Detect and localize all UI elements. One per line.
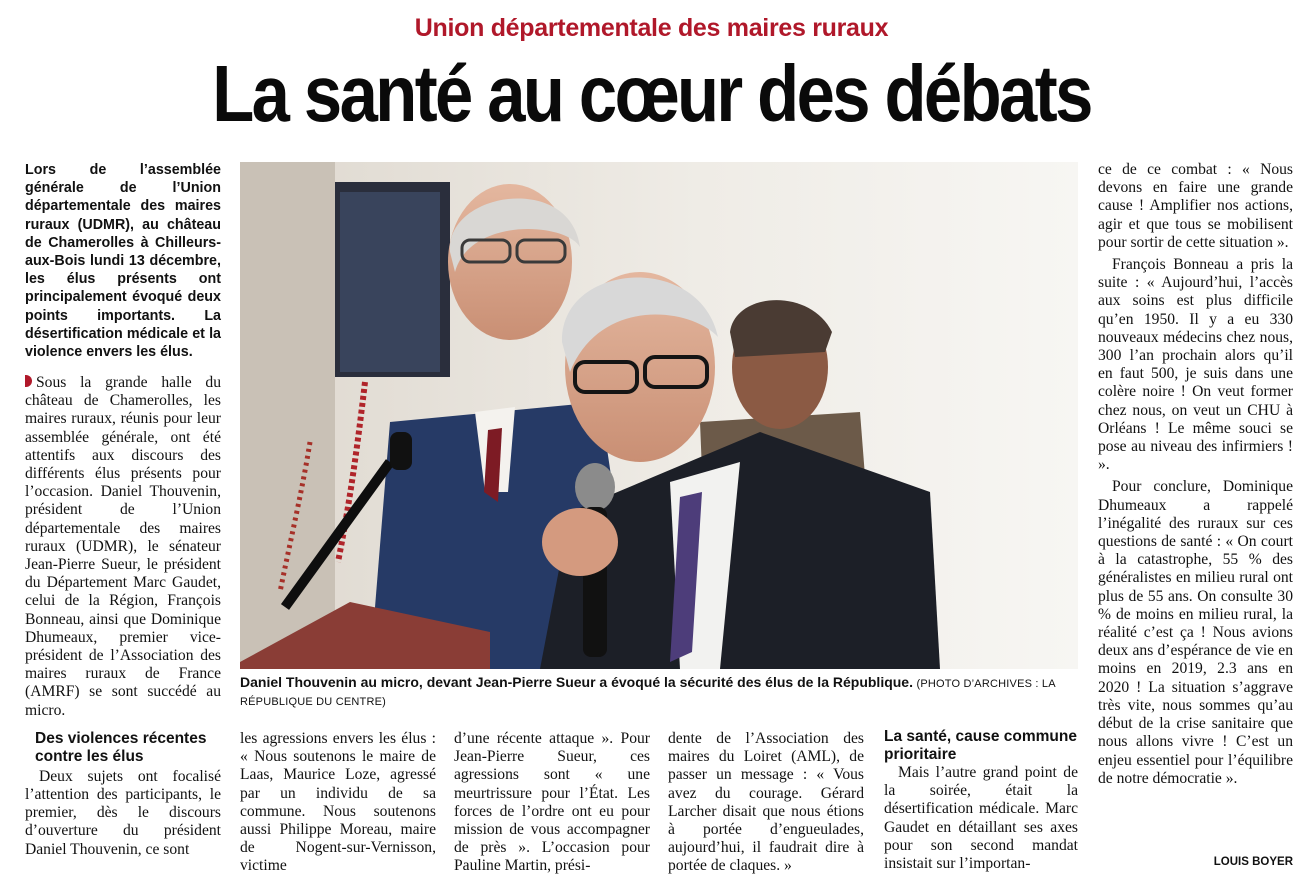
- column-5-paragraph-1: Mais l’autre grand point de la soirée, était la désertification médicale. Marc Gaudet en détaillant ses axes pour son second mandat insistait sur l’importan-: [884, 764, 1078, 873]
- right-paragraph-2: François Bonneau a pris la suite : « Aujourd’hui, l’accès aux soins est plus difficile qu’en 1950. Il y a eu 330 nouveaux médecins chez nous, 300 l’an prochain alors qu’il en faut 500, je suis dans une colère noire ! On veut former chez nous, on veut un CHU à Orléans ! Le même souci se pose au niveau des infirmiers ! ».: [1098, 256, 1293, 474]
- column-right: [1098, 161, 1293, 788]
- article-lead: Lors de l’assemblée générale de l’Union départementale des maires ruraux (UDMR), au château de Chamerolles à Chilleurs-aux-Bois lundi 13 décembre, les élus présents ont principalement évoqué deux points importants. La désertification médicale et la violence envers les élus.: [25, 162, 221, 361]
- subhead-violences: Des violences récentes contre les élus: [35, 729, 207, 765]
- caption-text: Daniel Thouvenin au micro, devant Jean-Pierre Sueur a évoqué la sécurité des élus de la République.: [240, 674, 913, 690]
- column-1-text-1: Sous la grande halle du château de Chamerolles, les maires ruraux, réunis pour leur assemblée générale, ont été attentifs aux discours des différents élus présents pour l’occasion. Daniel Thouvenin, président de l’Union départementale des maires ruraux (UDMR), le sénateur Jean-Pierre Sueur, le président du Département Marc Gaudet, celui de la Région, François Bonneau, ainsi que Dominique Dhumeaux, premier vice-président de l’Association des maires ruraux de France (AMRF) se sont succédé au micro.: [25, 374, 221, 719]
- article-kicker: Union départementale des maires ruraux: [414, 14, 889, 42]
- photo-caption: [240, 673, 1078, 711]
- article-photo: [240, 162, 1078, 669]
- article-headline: La santé au cœur des débats: [212, 49, 1091, 138]
- paragraph-marker-icon: [25, 375, 32, 387]
- column-2: [240, 730, 436, 876]
- column-4-paragraph-1: dente de l’Association des maires du Loiret (AML), de passer un message : « Vous avez du courage. Gérard Larcher disait que nous étions à portée d’engueulades, aujourd’hui, il faudrait dire à portée de claques. »: [668, 730, 864, 875]
- column-3: [454, 730, 650, 876]
- column-4: [668, 730, 864, 876]
- author-byline: LOUIS BOYER: [1213, 856, 1293, 868]
- right-paragraph-3: Pour conclure, Dominique Dhumeaux a rappelé l’inégalité des ruraux sur ces questions de santé : « On court à la catastrophe, 55 % des généralistes en milieu rural ont plus de 55 ans. On consulte 30 % de moins en milieu rural, la réalité c’est ça ! Nous avions deux ans d’espérance de vie en moins en 2019, 2.3 ans en 2020 ! La situation s’aggrave très vite, nous sommes qu’au début de la crise sanitaire que nous allons vivre ! C’est un enjeu essentiel pour l’équilibre de notre démocratie ».: [1098, 478, 1293, 787]
- photo-illustration: [240, 162, 1078, 669]
- photo-credit: (PHOTO D’ARCHIVES : LA RÉPUBLIQUE DU CENTRE): [240, 678, 1056, 708]
- right-paragraph-1: ce de ce combat : « Nous devons en faire une grande cause ! Amplifier nos actions, agir et que tous se mobilisent pour sortir de cette situation ».: [1098, 161, 1293, 251]
- column-5: [884, 728, 1078, 873]
- column-2-paragraph-1: les agressions envers les élus : « Nous soutenons le maire de Laas, Maurice Loze, agressé par un individu de sa commune. Nous soutenons aussi Philippe Moreau, maire de Nogent-sur-Vernisson, victime: [240, 730, 436, 875]
- column-1: [25, 374, 221, 859]
- column-1-paragraph-1: [25, 374, 221, 720]
- subhead-sante: La santé, cause commune prioritaire: [884, 728, 1077, 763]
- column-3-paragraph-1: d’une récente attaque ». Pour Jean-Pierre Sueur, ces agressions sont « une meurtrissure pour l’État. Les forces de l’ordre ont eu pour mission de vous accompagner de près ». L’occasion pour Pauline Martin, prési-: [454, 730, 650, 875]
- column-1-paragraph-2: Deux sujets ont focalisé l’attention des participants, le premier, dès le discours d’ouverture du président Daniel Thouvenin, ce sont: [25, 767, 221, 858]
